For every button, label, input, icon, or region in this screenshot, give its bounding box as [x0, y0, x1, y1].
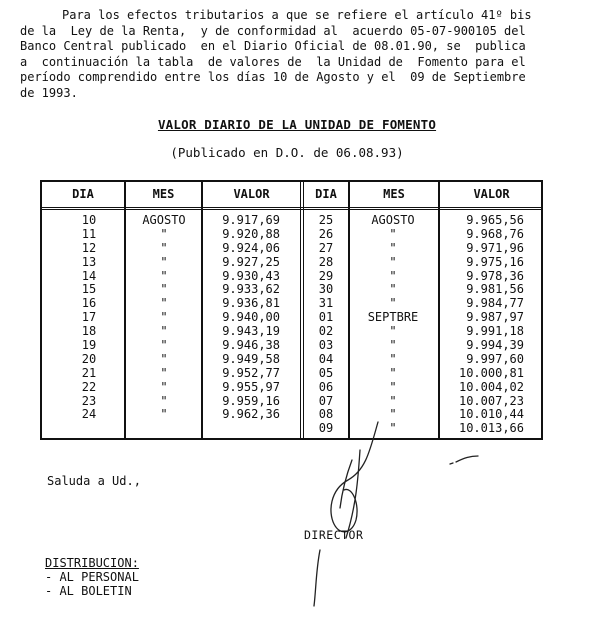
table-cell: 09: [318, 421, 334, 436]
table-cell: ": [389, 338, 397, 353]
header-dia-right: DIA: [315, 187, 337, 201]
header-mes-right: MES: [383, 187, 405, 201]
table-cell: 9.943,19: [222, 324, 280, 339]
table-cell: ": [160, 282, 168, 297]
table-cell: ": [160, 351, 168, 366]
table-cell: AGOSTO: [371, 213, 415, 227]
table-cell: ": [160, 226, 168, 241]
table-cell: ": [160, 324, 168, 339]
intro-line: Banco Central publicado en el Diario Oficial de 08.01.90, se publica: [20, 39, 526, 53]
table-cell: ": [160, 365, 168, 380]
intro-line: Para los efectos tributarios a que se refiere el artículo 41º bis: [62, 8, 532, 22]
distribution-list: [45, 556, 139, 598]
table-cell: ": [160, 407, 168, 422]
table-cell: ": [389, 282, 397, 297]
header-mes-left: MES: [152, 187, 175, 201]
header-valor-left: VALOR: [233, 187, 270, 201]
table-cell: 03: [318, 338, 334, 353]
table-cell: ": [160, 296, 168, 311]
table-cell: 10.010,44: [458, 407, 524, 422]
table-cell: 9.959,16: [222, 393, 280, 408]
table-cell: 9.975,16: [466, 254, 524, 269]
table-cell: ": [389, 365, 397, 380]
table-cell: 18: [81, 324, 97, 339]
column-dia-left: [70, 214, 108, 422]
table-title: VALOR DIARIO DE LA UNIDAD DE FOMENTO: [157, 117, 437, 132]
table-cell: 07: [318, 393, 334, 408]
table-cell: 9.971,96: [466, 240, 524, 255]
signer-title: DIRECTOR: [304, 528, 364, 542]
table-cell: 01: [318, 310, 334, 325]
table-cell: 16: [81, 296, 97, 311]
table-cell: ": [389, 296, 397, 311]
table-cell: 10.004,02: [458, 379, 524, 394]
table-cell: ": [389, 324, 397, 339]
table-cell: 10.007,23: [458, 393, 524, 408]
table-cell: 9.962,36: [222, 407, 280, 422]
table-cell: 19: [81, 338, 97, 353]
distribution-item: - AL PERSONAL: [45, 570, 139, 584]
table-cell: 30: [318, 282, 334, 297]
table-cell: 22: [81, 379, 97, 394]
table-cell: 9.987,97: [466, 310, 524, 325]
table-cell: AGOSTO: [142, 213, 186, 227]
table-cell: 20: [81, 351, 97, 366]
table-cell: 9.930,43: [222, 268, 280, 283]
table-cell: ": [389, 421, 397, 436]
distribution-title: DISTRIBUCION:: [45, 556, 139, 570]
table-cell: ": [389, 254, 397, 269]
table-cell: ": [160, 338, 168, 353]
table-cell: 21: [81, 365, 97, 380]
column-dia-right: [304, 214, 348, 436]
table-cell: 29: [318, 268, 334, 283]
table-cell: ": [160, 379, 168, 394]
table-cell: 11: [81, 226, 97, 241]
table-cell: 25: [318, 213, 334, 227]
table-cell: 9.917,69: [222, 213, 280, 227]
table-cell: 08: [318, 407, 334, 422]
table-cell: 9.920,88: [222, 226, 280, 241]
header-valor-right: VALOR: [473, 187, 510, 201]
column-valor-right: [440, 214, 524, 436]
table-cell: 24: [81, 407, 97, 422]
table-cell: 9.965,56: [466, 213, 524, 227]
handwritten-signature: [300, 420, 500, 620]
table-cell: ": [160, 254, 168, 269]
table-cell: 27: [318, 240, 334, 255]
table-cell: ": [160, 393, 168, 408]
table-cell: 26: [318, 226, 334, 241]
uf-values-table: [40, 180, 543, 440]
table-cell: ": [389, 379, 397, 394]
table-cell: ": [389, 226, 397, 241]
table-cell: ": [389, 268, 397, 283]
closing-salutation: Saluda a Ud.,: [47, 474, 141, 488]
table-cell: 05: [318, 365, 334, 380]
column-mes-right: [348, 214, 438, 436]
table-cell: 06: [318, 379, 334, 394]
table-cell: 02: [318, 324, 334, 339]
column-mes-left: [128, 214, 200, 422]
table-cell: SEPTBRE: [367, 310, 419, 325]
table-cell: ": [389, 240, 397, 255]
table-cell: 9.991,18: [466, 324, 524, 339]
table-cell: 9.978,36: [466, 268, 524, 283]
table-cell: 31: [318, 296, 334, 311]
table-cell: 9.924,06: [222, 240, 280, 255]
table-cell: 13: [81, 254, 97, 269]
intro-line: período comprendido entre los días 10 de Agosto y el 09 de Septiembre: [20, 70, 526, 84]
intro-paragraph: [20, 8, 606, 101]
intro-line: de 1993.: [20, 85, 78, 100]
table-cell: 10.000,81: [458, 365, 524, 380]
table-cell: 28: [318, 254, 334, 269]
distribution-item: - AL BOLETIN: [45, 584, 132, 598]
header-dia-left: DIA: [72, 187, 94, 201]
table-cell: 9.994,39: [466, 338, 524, 353]
table-cell: 9.946,38: [222, 338, 280, 353]
table-cell: 23: [81, 393, 97, 408]
table-cell: 15: [81, 282, 97, 297]
table-cell: 12: [81, 240, 97, 255]
table-cell: ": [389, 351, 397, 366]
table-cell: 9.949,58: [222, 351, 280, 366]
table-cell: 9.997,60: [466, 351, 524, 366]
table-cell: 9.927,25: [222, 254, 280, 269]
table-cell: 9.955,97: [222, 379, 280, 394]
table-cell: ": [160, 310, 168, 325]
table-cell: 9.952,77: [222, 365, 280, 380]
table-cell: ": [160, 240, 168, 255]
table-cell: 9.968,76: [466, 226, 524, 241]
header-divider: [42, 207, 541, 210]
column-valor-left: [202, 214, 280, 422]
table-cell: ": [389, 393, 397, 408]
table-cell: ": [389, 407, 397, 422]
table-cell: 17: [81, 310, 97, 325]
table-cell: 14: [81, 268, 97, 283]
table-cell: 9.984,77: [466, 296, 524, 311]
table-cell: 04: [318, 351, 334, 366]
column-divider: [124, 182, 126, 438]
table-cell: 9.933,62: [222, 282, 280, 297]
intro-line: a continuación la tabla de valores de la Unidad de Fomento para el: [20, 54, 526, 69]
table-cell: 9.936,81: [222, 296, 280, 311]
table-subtitle: (Publicado en D.O. de 06.08.93): [170, 145, 404, 160]
table-cell: 9.940,00: [222, 310, 280, 325]
table-cell: 10: [81, 213, 97, 227]
table-cell: ": [160, 268, 168, 283]
table-cell: 9.981,56: [466, 282, 524, 297]
intro-line: de la Ley de la Renta, y de conformidad al acuerdo 05-07-900105 del: [20, 23, 526, 38]
table-cell: 10.013,66: [458, 421, 524, 436]
